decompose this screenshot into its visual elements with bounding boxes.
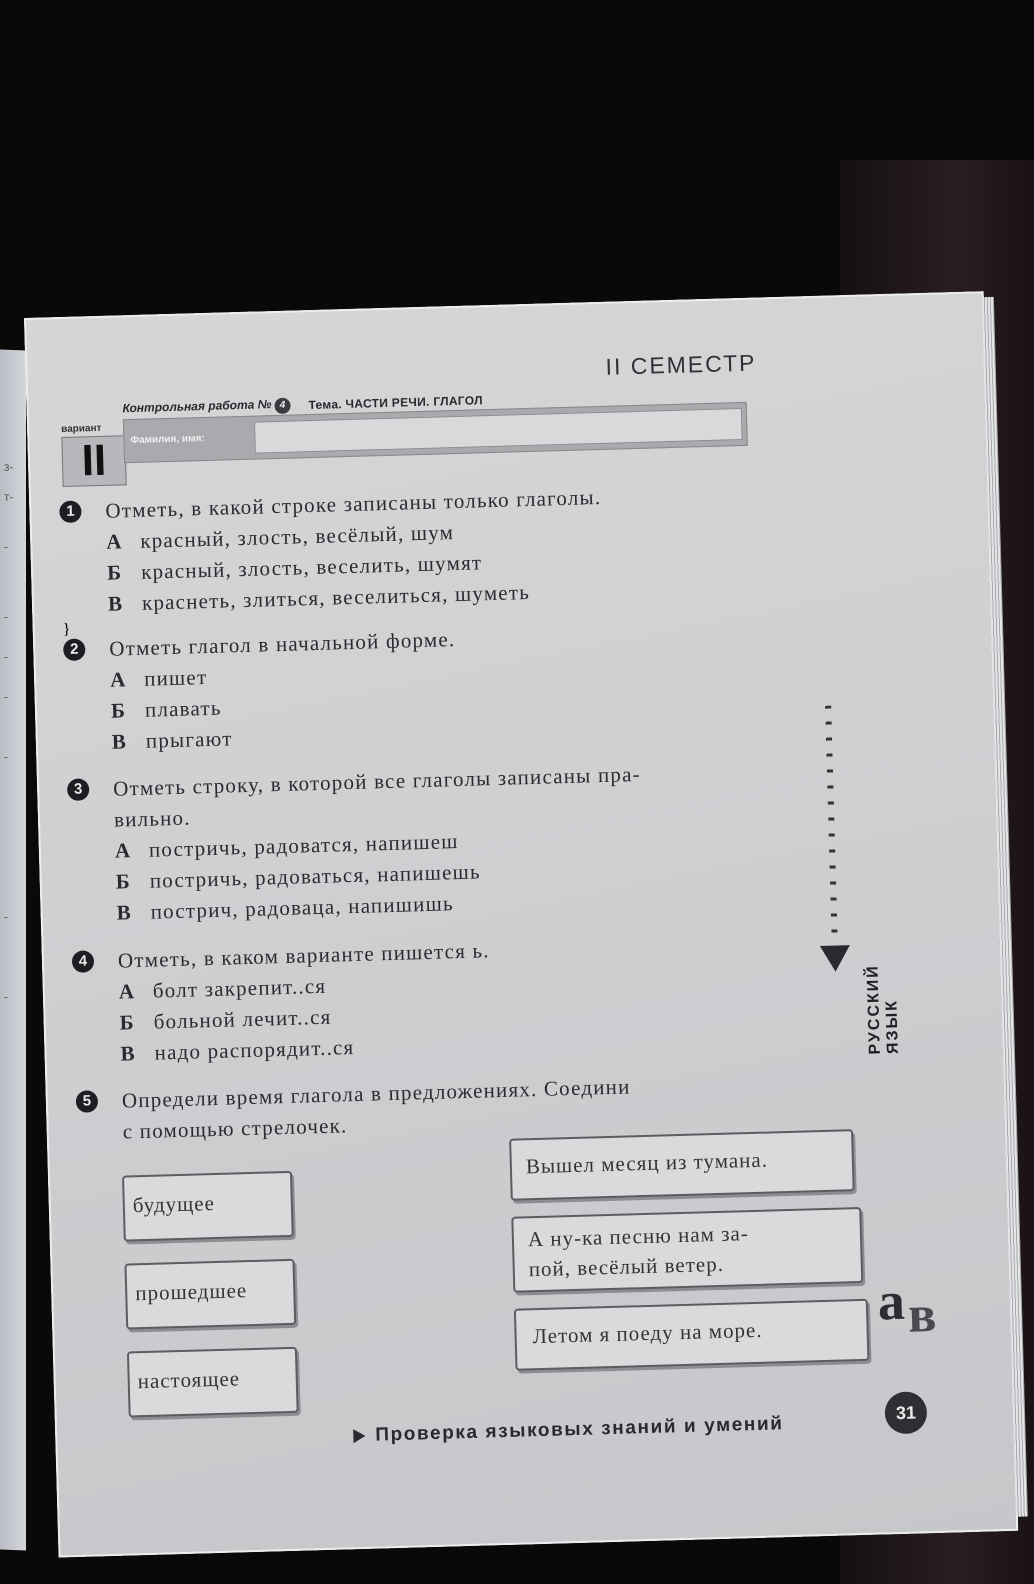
control-work-label: Контрольная работа № 4 (122, 397, 290, 419)
left-page-mark: - (4, 689, 8, 704)
task-question: Отметь глагол в начальной форме. (108, 627, 456, 661)
footer-arrow-icon (353, 1429, 365, 1443)
footer-title: Проверка языковых знаний и умений (375, 1413, 784, 1446)
answer-option[interactable]: В прыгают (111, 726, 233, 754)
variant-number: II (61, 435, 126, 487)
task-number-badge: 4 (72, 950, 95, 973)
task-question: Отметь строку, в которой все глаголы записаны пра- вильно. (112, 761, 642, 832)
sentence-box-2[interactable]: А ну-ка песню нам за- пой, весёлый ветер. (511, 1207, 863, 1293)
task-question: Определи время глагола в предложениях. Соедини с помощью стрелочек. (121, 1074, 631, 1144)
task-4 (72, 926, 835, 1071)
sentence-box-3[interactable]: Летом я поеду на море. (514, 1299, 870, 1371)
left-page-mark: - (4, 649, 8, 664)
answer-option[interactable]: В надо распорядит..ся (120, 1035, 355, 1066)
left-page-mark: - (4, 989, 8, 1004)
left-page-mark: - (4, 749, 8, 764)
work-number-badge: 4 (274, 398, 290, 414)
variant-label: вариант (60, 422, 102, 436)
semester-title: II СЕМЕСТР (605, 349, 757, 380)
tense-box-present[interactable]: настоящее (127, 1347, 299, 1418)
answer-option[interactable]: А постричь, радоватся, напишеш (114, 829, 459, 863)
left-page-mark: з- (4, 459, 14, 475)
task-number-badge: 5 (76, 1090, 99, 1113)
topic-label: Тема. ЧАСТИ РЕЧИ. ГЛАГОЛ (308, 392, 483, 412)
task-1: 1 Отметь, в какой строке записаны только глаголы. А красный, злость, весёлый, шум Б красный, злость, веселить, шумят В краснеть, злиться, веселиться, шуметь } (59, 476, 823, 639)
task-number-badge: 3 (67, 778, 90, 801)
answer-option[interactable]: А болт закрепит..ся (118, 973, 327, 1004)
subject-label: РУССКИЙ ЯЗЫК (864, 964, 902, 1055)
task-number-badge: 1 (59, 500, 82, 523)
task-number-badge: 2 (63, 638, 86, 661)
answer-option[interactable]: Б плавать (110, 695, 222, 723)
task-question: Отметь, в какой строке записаны только глаголы. (105, 484, 602, 523)
task-question: Отметь, в каком варианте пишется ь. (117, 938, 490, 973)
left-page-mark: - (4, 609, 8, 624)
answer-option[interactable]: А пишет (109, 665, 208, 692)
name-input-field[interactable] (254, 408, 743, 454)
answer-option[interactable]: А красный, злость, весёлый, шум (105, 520, 455, 554)
left-page-edge (0, 350, 26, 1551)
answer-option[interactable]: В краснеть, злиться, веселиться, шуметь (107, 579, 531, 616)
left-page-mark: т- (4, 489, 14, 505)
left-page-mark: - (4, 909, 8, 924)
answer-option[interactable]: В пострич, радоваца, напишишь (116, 891, 454, 925)
name-label: Фамилия, имя: (130, 433, 205, 447)
left-page-mark: - (4, 539, 8, 554)
sentence-box-1[interactable]: Вышел месяц из тумана. (509, 1129, 855, 1201)
task-3 (67, 754, 831, 930)
answer-option[interactable]: Б красный, злость, веселить, шумят (106, 550, 483, 585)
tense-box-past[interactable]: прошедшее (124, 1259, 296, 1330)
answer-option[interactable]: Б постричь, радоваться, напишешь (115, 859, 482, 894)
workbook-page: II СЕМЕСТР Контрольная работа № 4 Тема. ЧАСТИ РЕЧИ. ГЛАГОЛ вариант II Фамилия, имя: 1 Отметь, в какой строке записаны только глаголы. А красный, злость, весёлый, шум Б красный, злость, веселить, шумят В краснеть, злиться, веселиться, шуметь } 2 Отметь глагол в начальной форме. А пишет Б плавать В прыгают 3 Отметь строку, в которой все глаголы записаны пра- вильно. А постричь, радоватся, напишеш Б постричь, радоваться, напишешь В пострич, радоваца, напишишь 4 Отметь, в каком варианте пишется ь. А болт закрепит..ся Б больной лечит..ся В надо распорядит..ся 5 Определи время глагола в предложениях. Соедини с помощью стрелочек. будущее прошедшее настоящее Вышел месяц из тумана. А ну-ка песню нам за- пой, весёлый ветер. Летом я поеду на море. РУССКИЙ ЯЗЫК а в Проверка языковых знаний и умений 31 (24, 291, 1018, 1557)
tense-box-future[interactable]: будущее (122, 1171, 294, 1242)
sidebar-arrow-icon (820, 945, 851, 972)
answer-option[interactable]: Б больной лечит..ся (119, 1004, 332, 1035)
task-2 (63, 614, 826, 759)
page-number: 31 (884, 1391, 927, 1434)
